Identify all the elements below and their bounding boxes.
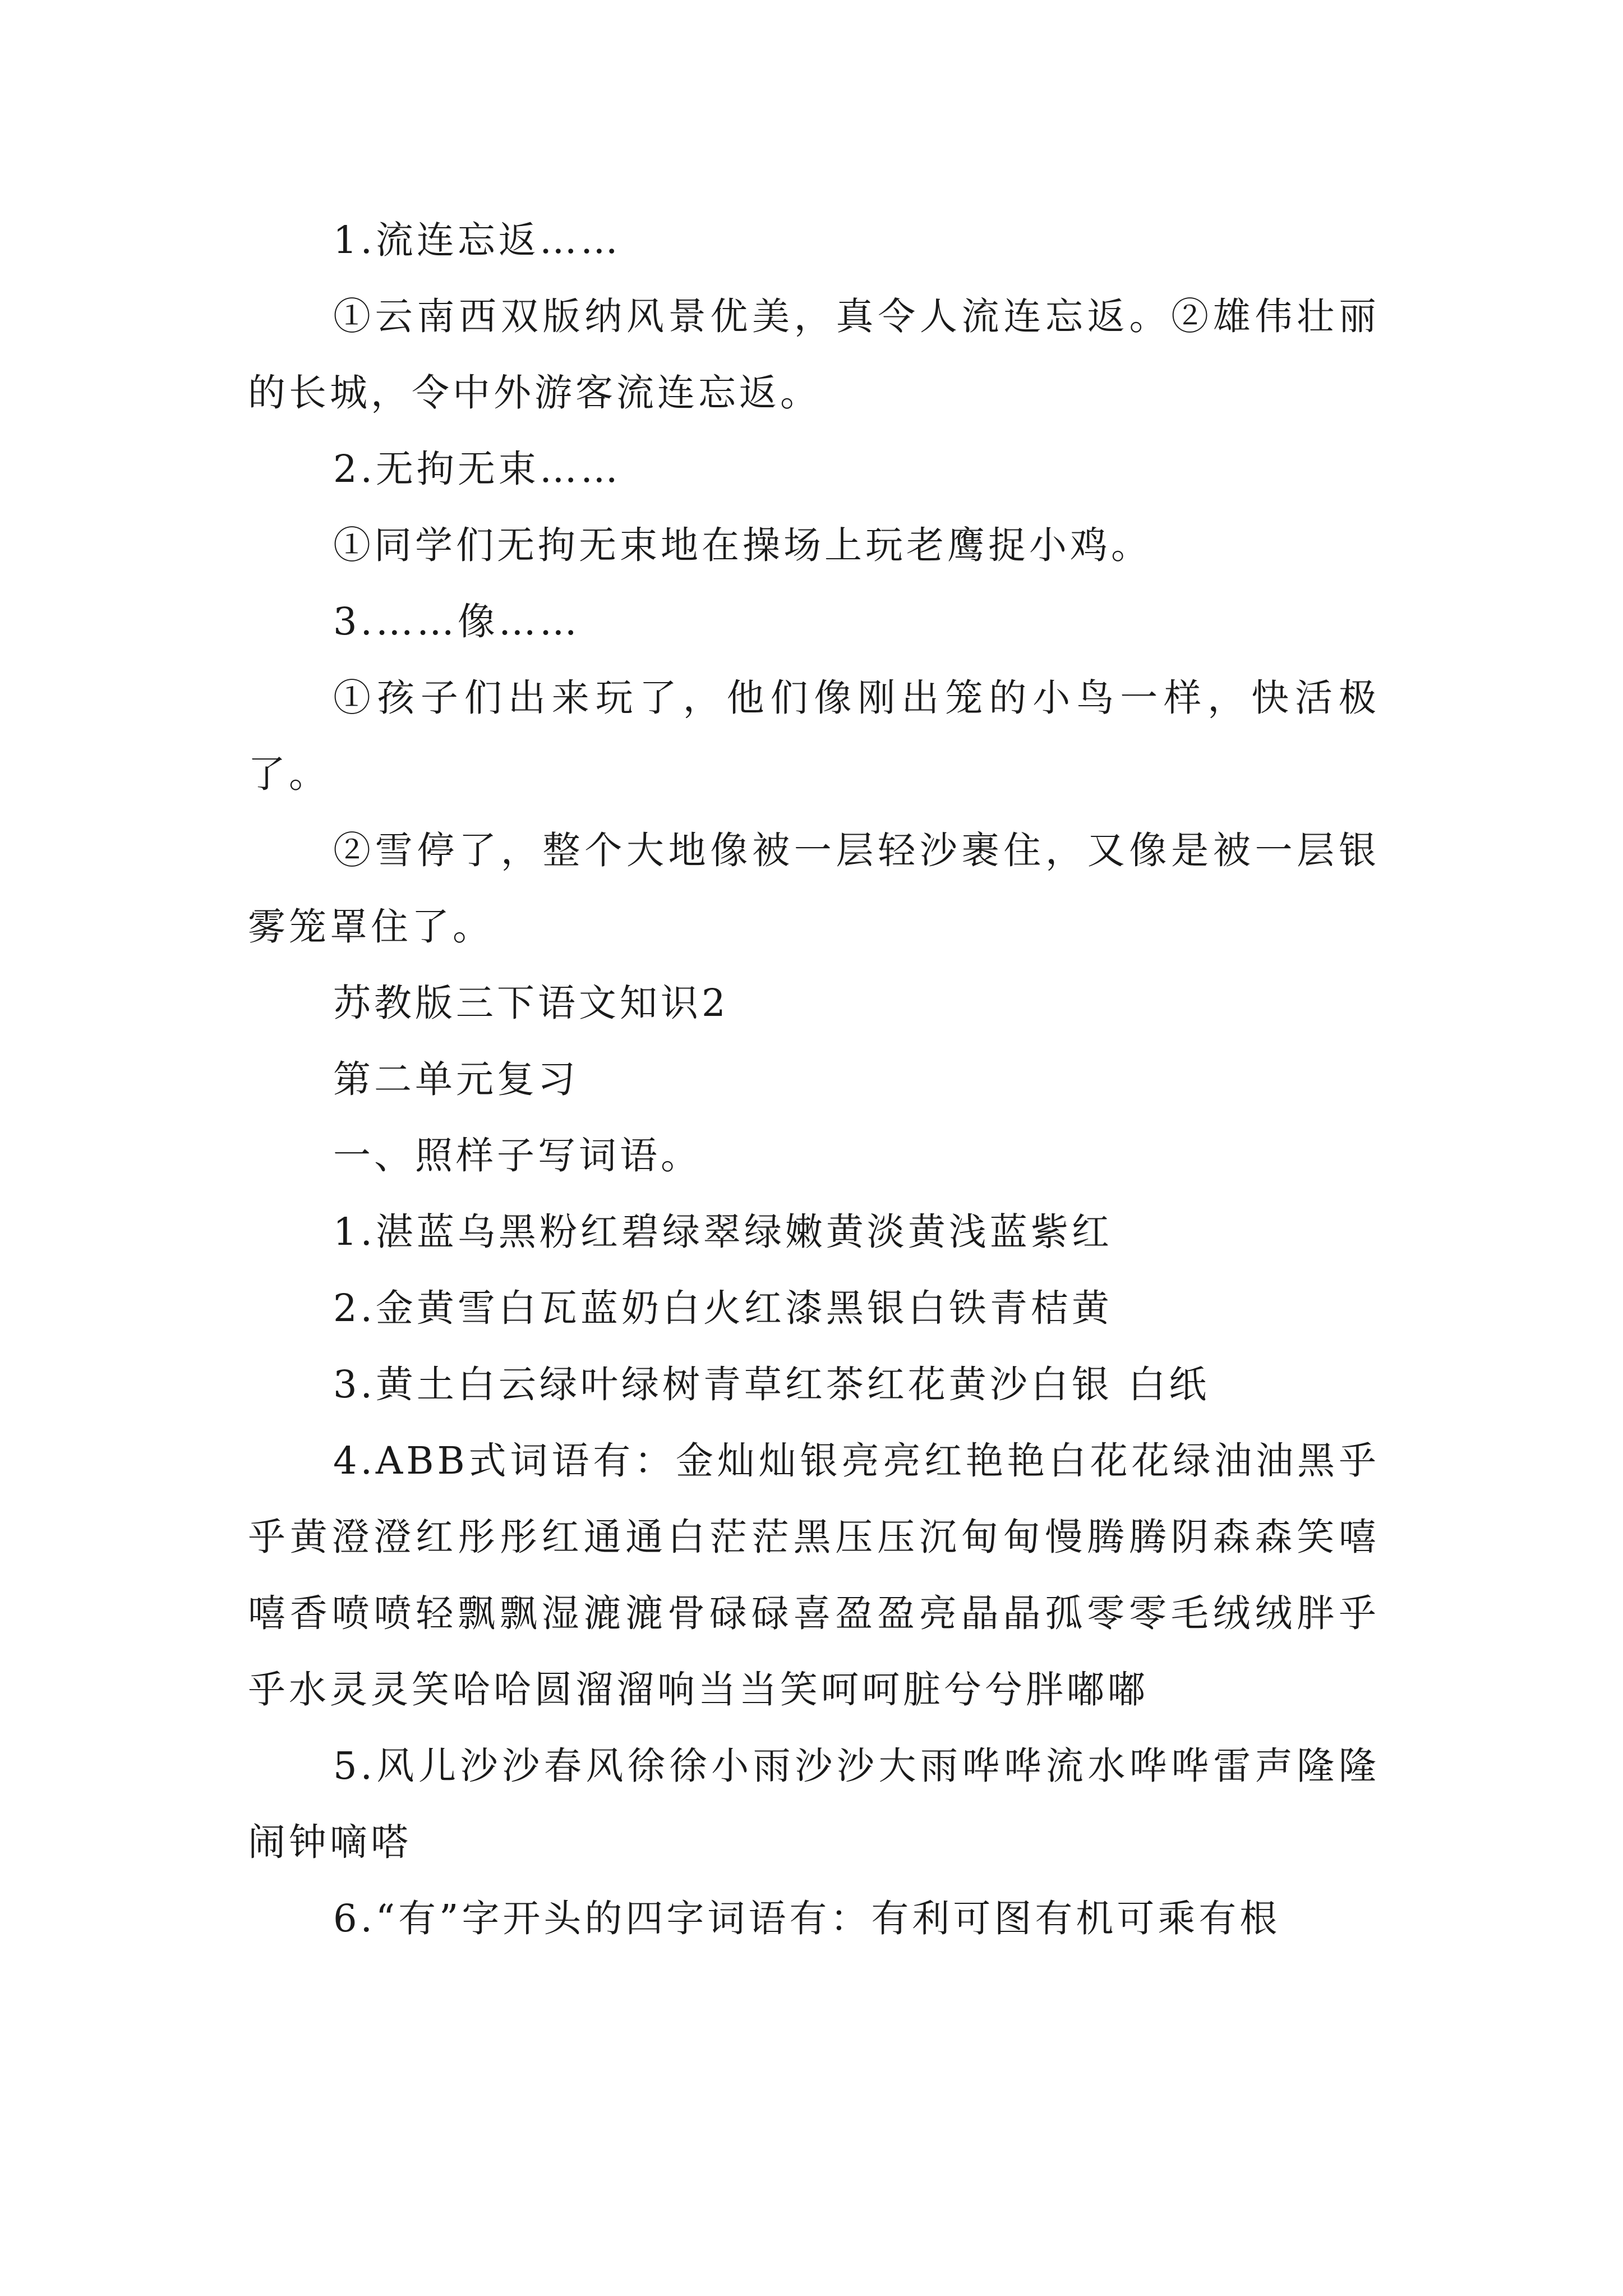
word-list-item: 1.湛蓝乌黑粉红碧绿翠绿嫩黄淡黄浅蓝紫红 xyxy=(333,1210,1113,1254)
word-list-item: 5.风儿沙沙春风徐徐小雨沙沙大雨哗哗流水哗哗雷声隆隆闹钟嘀嗒 xyxy=(248,1744,1380,1864)
word-list-item: 3.黄土白云绿叶绿树青草红茶红花黄沙白银 白纸 xyxy=(333,1363,1210,1406)
example-sentence: ②雪停了，整个大地像被一层轻沙裹住，又像是被一层银雾笼罩住了。 xyxy=(248,829,1380,949)
unit-title: 第二单元复习 xyxy=(333,1057,579,1101)
section-title: 苏教版三下语文知识2 xyxy=(333,981,729,1025)
phrase-heading-3: 3.……像…… xyxy=(333,600,580,643)
phrase-heading-2: 2.无拘无束…… xyxy=(333,447,621,491)
word-list-item: 2.金黄雪白瓦蓝奶白火红漆黑银白铁青桔黄 xyxy=(333,1286,1113,1330)
example-sentence: ①孩子们出来玩了，他们像刚出笼的小鸟一样，快活极了。 xyxy=(248,676,1380,796)
example-sentence: ①同学们无拘无束地在操场上玩老鹰捉小鸡。 xyxy=(333,523,1152,567)
document-body xyxy=(248,202,1380,1957)
word-list-item: 6.“有”字开头的四字词语有：有利可图有机可乘有根 xyxy=(333,1897,1281,1940)
phrase-heading-1: 1.流连忘返…… xyxy=(333,218,621,262)
exercise-heading: 一、照样子写词语。 xyxy=(333,1134,702,1177)
example-sentence: ①云南西双版纳风景优美，真令人流连忘返。②雄伟壮丽的长城，令中外游客流连忘返。 xyxy=(248,295,1380,415)
word-list-item: 4.ABB式词语有：金灿灿银亮亮红艳艳白花花绿油油黑乎乎黄澄澄红彤彤红通通白茫茫黑压压沉甸甸慢腾腾阴森森笑嘻嘻香喷喷轻飘飘湿漉漉骨碌碌喜盈盈亮晶晶孤零零毛绒绒胖乎乎水灵灵笑哈哈圆溜溜响当当笑呵呵脏兮兮胖嘟嘟 xyxy=(248,1439,1380,1711)
